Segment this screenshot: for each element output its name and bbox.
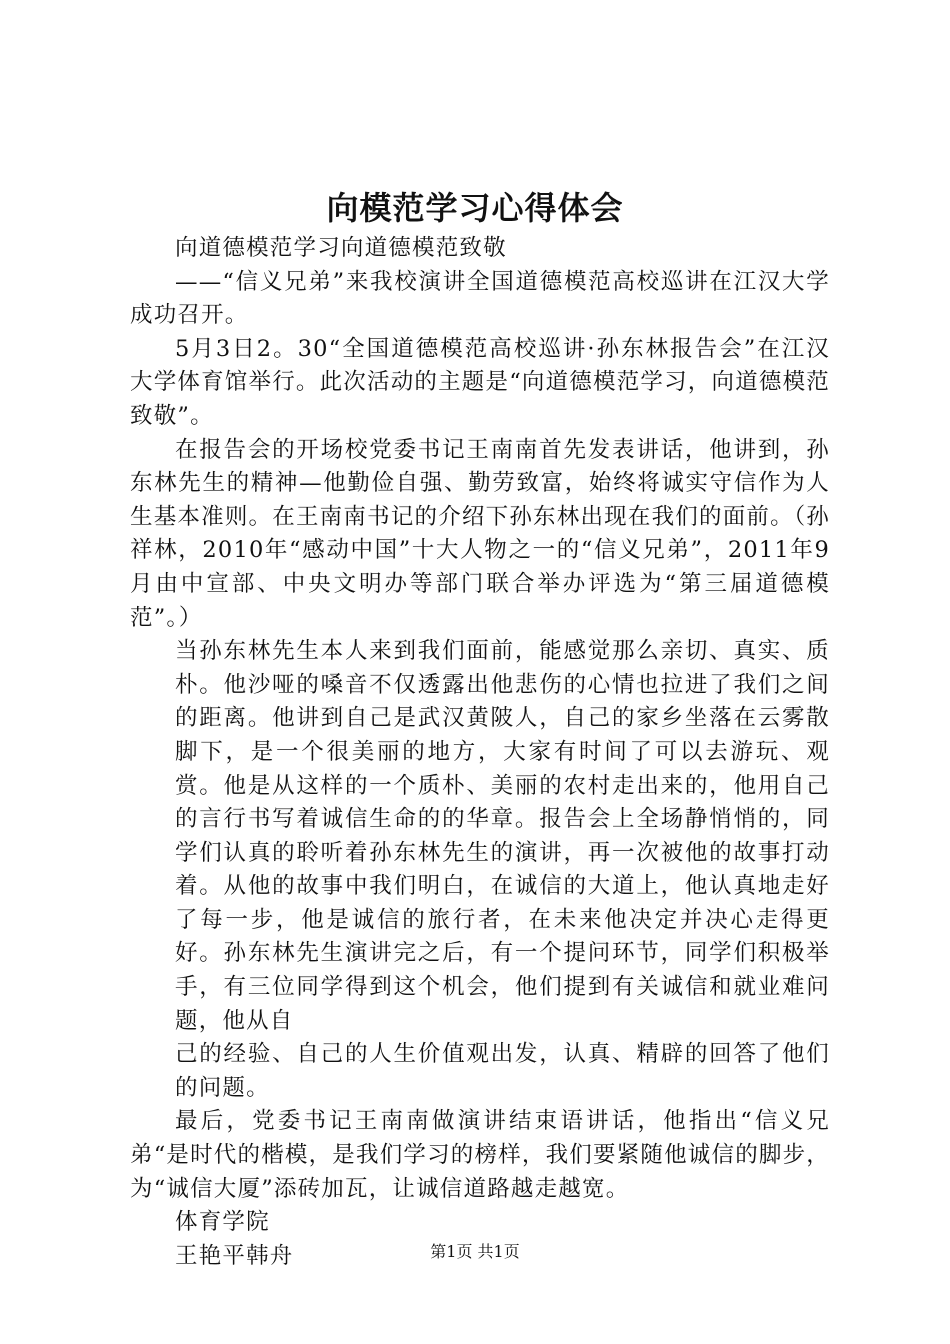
body-paragraph: 5月3日2。30“全国道德模范高校巡讲·孙东林报告会”在江汉大学体育馆举行。此次活动的主题是“向道德模范学习，向道德模范致敬”。 <box>130 335 831 429</box>
body-paragraph: 最后，党委书记王南南做演讲结束语讲话，他指出“信义兄弟“是时代的楷模，是我们学习的榜样，我们要紧随他诚信的脚步，为“诚信大厦”添砖加瓦，让诚信道路越走越宽。 <box>130 1108 831 1202</box>
body-paragraph: 当孙东林先生本人来到我们面前，能感觉那么亲切、真实、质朴。他沙哑的嗓音不仅透露出他悲伤的心情也拉进了我们之间的距离。他讲到自己是武汉黄陂人，自己的家乡坐落在云雾散脚下，是一个很美丽的地方，大家有时间了可以去游玩、观赏。他是从这样的一个质朴、美丽的农村走出来的，他用自己的言行书写着诚信生命的的华章。报告会上全场静悄悄的，同学们认真的聆听着孙东林先生的演讲，再一次被他的故事打动着。从他的故事中我们明白，在诚信的大道上，他认真地走好了每一步，他是诚信的旅行者，在未来他决定并决心走得更好。孙东林先生演讲完之后，有一个提问环节，同学们积极举手，有三位同学得到这个机会，他们提到有关诚信和就业难问题，他从自 <box>175 638 830 1034</box>
body-paragraph: 在报告会的开场校党委书记王南南首先发表讲话，他讲到，孙东林先生的精神—他勤俭自强、勤劳致富，始终将诚实守信作为人生基本准则。在王南南书记的介绍下孙东林出现在我们的面前。（孙祥林，2010年“感动中国”十大人物之一的“信义兄弟”，2011年9月由中宣部、中央文明办等部门联合举办评选为“第三届道德模范”。） <box>130 436 830 631</box>
body-paragraph: 己的经验、自己的人生价值观出发，认真、精辟的回答了他们的问题。 <box>175 1041 830 1101</box>
signature-department: 体育学院 <box>175 1209 270 1236</box>
page-number-footer: 第1页 共1页 <box>430 1242 520 1261</box>
subtitle-paragraph: 向道德模范学习向道德模范致敬 <box>175 235 507 261</box>
signature-authors: 王艳平韩舟 <box>175 1242 294 1269</box>
document-title: 向模范学习心得体会 <box>326 189 624 227</box>
document-body <box>130 232 830 1273</box>
lead-paragraph: ——“信义兄弟”来我校演讲全国道德模范高校巡讲在江汉大学成功召开。 <box>130 268 830 329</box>
